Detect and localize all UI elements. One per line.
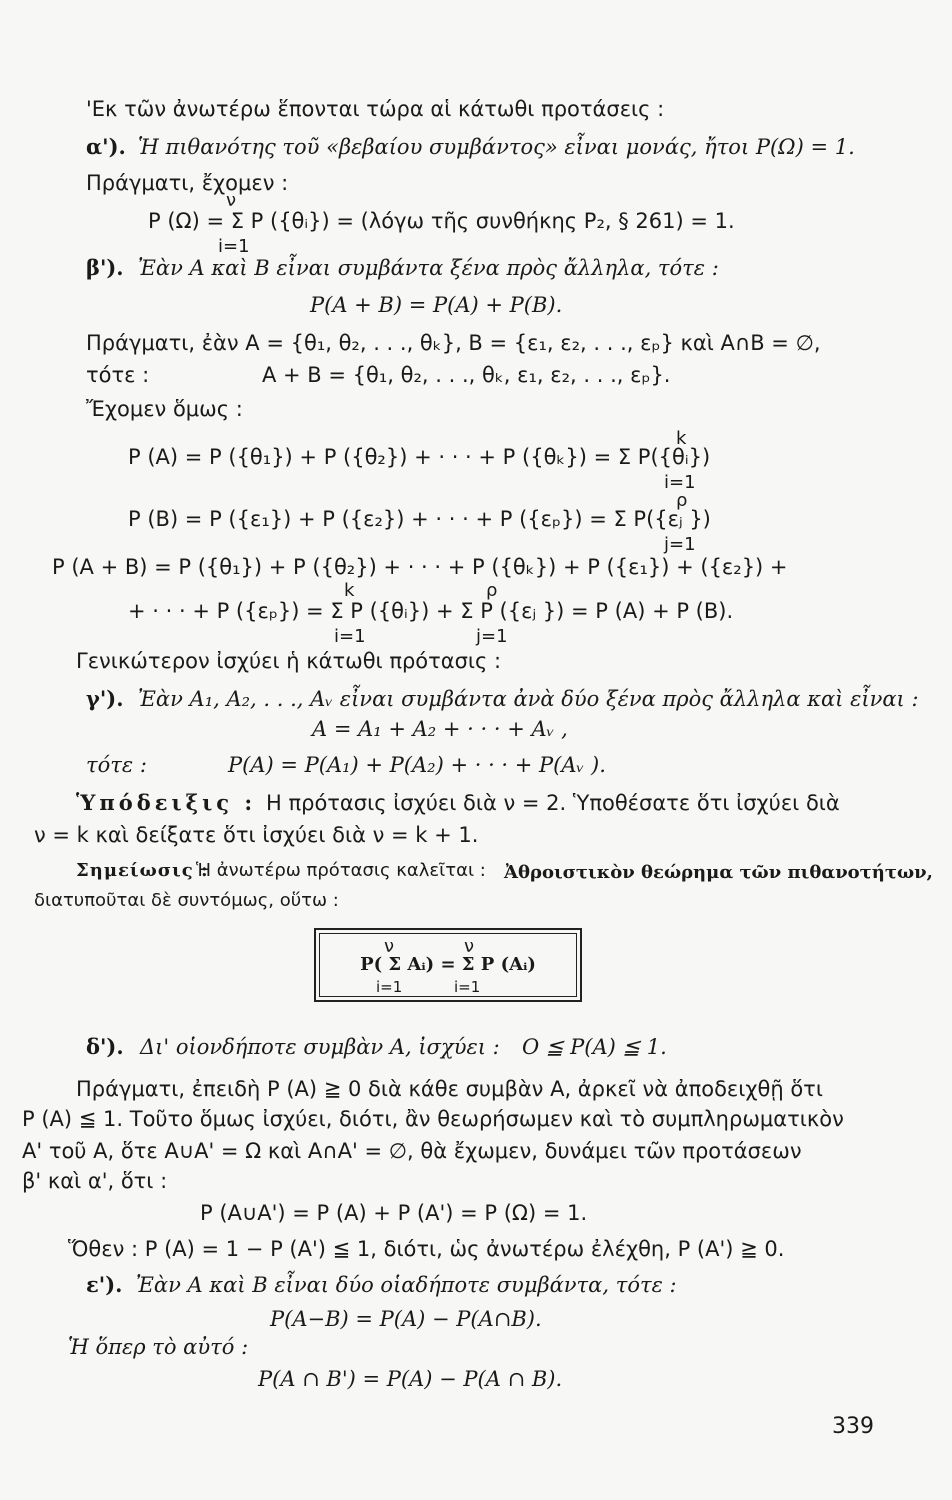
text-line: τότε : [86, 753, 147, 777]
text-line: Γενικώτερον ἰσχύει ἡ κάτωθι πρότασις : [76, 649, 502, 673]
sum-lower-limit: j=1 [664, 534, 696, 555]
proposition-d-text: Δι' οἱονδήποτε συμβὰν A, ἰσχύει : [140, 1035, 500, 1059]
page-number: 339 [832, 1414, 874, 1439]
text-line: Πράγματι, ἐὰν A = {θ₁, θ₂, . . ., θₖ}, B = {ε₁, ε₂, . . ., εₚ} καὶ A∩B = ∅, [86, 331, 821, 355]
text-line: P (A) ≦ 1. Τοῦτο ὅμως ἰσχύει, διότι, ἂν θεωρήσωμεν καὶ τὸ συμπληρωματικὸν [22, 1107, 844, 1131]
intro-line: 'Εκ τῶν ἀνωτέρω ἕπονται τώρα αἱ κάτωθι προτάσεις : [86, 97, 665, 121]
text-line: τότε : [86, 363, 150, 387]
sum-upper-limit: k [676, 428, 687, 449]
sum-lower-limit: i=1 [376, 978, 403, 996]
boxed-formula: P( Σ Aᵢ) = Σ P (Aᵢ) [360, 954, 536, 975]
note-text: διατυποῦται δὲ συντόμως, οὕτω : [34, 890, 339, 911]
proposition-e-formula-alt: P(A ∩ B') = P(A) − P(A ∩ B). [258, 1367, 563, 1391]
text-line: Ἔχομεν ὅμως : [86, 397, 243, 421]
proposition-g-formula-pa: P(A) = P(A₁) + P(A₂) + · · · + P(Aᵥ ). [228, 753, 606, 777]
text-line: Ὅθεν : P (A) = 1 − P (A') ≦ 1, διότι, ὡς ἀνωτέρω ἐλέχθη, P (A') ≧ 0. [68, 1237, 785, 1261]
proposition-e-formula: P(A−B) = P(A) − P(A∩B). [270, 1307, 542, 1331]
sum-lower-limit: i=1 [664, 472, 696, 493]
proposition-a-label: α'). [86, 134, 126, 159]
proposition-b-label: β'). [86, 255, 124, 280]
text-line: Πράγματι, ἔχομεν : [86, 171, 289, 195]
proposition-a-text: Ἡ πιθανότης τοῦ «βεβαίου συμβάντος» εἶναι μονάς, ἤτοι P(Ω) = 1. [138, 135, 855, 159]
sum-lower-limit: i=1 [454, 978, 481, 996]
equation-p-b: P (B) = P ({ε₁}) + P ({ε₂}) + · · · + P ({εₚ}) = Σ P({εⱼ }) [128, 507, 711, 531]
equation-complement: P (A∪A') = P (A) + P (A') = P (Ω) = 1. [200, 1201, 588, 1225]
sum-upper-limit: k [344, 580, 355, 601]
sum-upper-limit: ρ [486, 580, 498, 601]
text-line: β' καὶ α', ὅτι : [22, 1169, 168, 1193]
proposition-d-formula: O ≦ P(A) ≦ 1. [522, 1035, 667, 1059]
equation-p-a-plus-b: P (A + B) = P ({θ₁}) + P ({θ₂}) + · · · + P ({θₖ}) + P ({ε₁}) + ({ε₂}) + [52, 555, 788, 579]
equation-p-a: P (A) = P ({θ₁}) + P ({θ₂}) + · · · + P ({θₖ}) = Σ P({θᵢ}) [128, 445, 711, 469]
sum-upper-limit: ν [384, 936, 395, 957]
proposition-b-text: Ἐὰν A καὶ B εἶναι συμβάντα ξένα πρὸς ἄλληλα, τότε : [138, 256, 719, 280]
note-text: Ἡ ἀνωτέρω πρότασις καλεῖται : [196, 860, 486, 881]
proposition-e-label: ε'). [86, 1272, 123, 1297]
proposition-d-label: δ'). [86, 1034, 124, 1059]
sum-lower-limit: i=1 [334, 626, 366, 647]
note-label: Σημείωσις : [76, 860, 209, 881]
sum-lower-limit: j=1 [476, 626, 508, 647]
hint-label: Ὑπόδειξις : [76, 790, 257, 815]
text-line: Πράγματι, ἐπειδὴ P (A) ≧ 0 διὰ κάθε συμβὰν A, ἀρκεῖ νὰ ἀποδειχθῇ ὅτι [76, 1077, 823, 1101]
equation-continuation: + · · · + P ({εₚ}) = Σ P ({θᵢ}) + Σ P ({εⱼ }) = P (A) + P (B). [128, 599, 734, 623]
sum-lower-limit: i=1 [218, 236, 250, 257]
sum-upper-limit: ρ [676, 490, 688, 511]
proposition-e-text: Ἐὰν A καὶ B εἶναι δύο οἱαδήποτε συμβάντα, τότε : [136, 1273, 677, 1297]
proposition-g-formula-a: A = A₁ + A₂ + · · · + Aᵥ , [312, 717, 568, 741]
equation-a-plus-b-set: A + B = {θ₁, θ₂, . . ., θₖ, ε₁, ε₂, . . ., εₚ}. [262, 363, 671, 387]
hint-text: ν = k καὶ δείξατε ὅτι ἰσχύει διὰ ν = k + 1. [34, 823, 479, 847]
text-line: A' τοῦ A, ὅτε A∪A' = Ω καὶ A∩A' = ∅, θὰ ἔχωμεν, δυνάμει τῶν προτάσεων [22, 1139, 802, 1163]
proposition-b-formula: P(A + B) = P(A) + P(B). [310, 293, 563, 317]
proposition-g-label: γ'). [86, 686, 124, 711]
hint-text: Η πρότασις ἰσχύει διὰ ν = 2. Ὑποθέσατε ὅτι ἰσχύει διὰ [266, 791, 840, 815]
sum-upper-limit: ν [464, 936, 475, 957]
theorem-box [314, 928, 582, 1002]
theorem-name: Ἀθροιστικὸν θεώρημα τῶν πιθανοτήτων, [504, 862, 933, 883]
sum-upper-limit: ν [226, 190, 237, 211]
proposition-g-text: Ἐὰν A₁, A₂, . . ., Aᵥ εἶναι συμβάντα ἀνὰ δύο ξένα πρὸς ἄλληλα καὶ εἶναι : [138, 687, 919, 711]
text-line: Ἡ ὅπερ τὸ αὐτό : [68, 1335, 249, 1359]
equation-p-omega: P (Ω) = Σ P ({θᵢ}) = (λόγω τῆς συνθήκης P₂, § 261) = 1. [148, 209, 735, 233]
